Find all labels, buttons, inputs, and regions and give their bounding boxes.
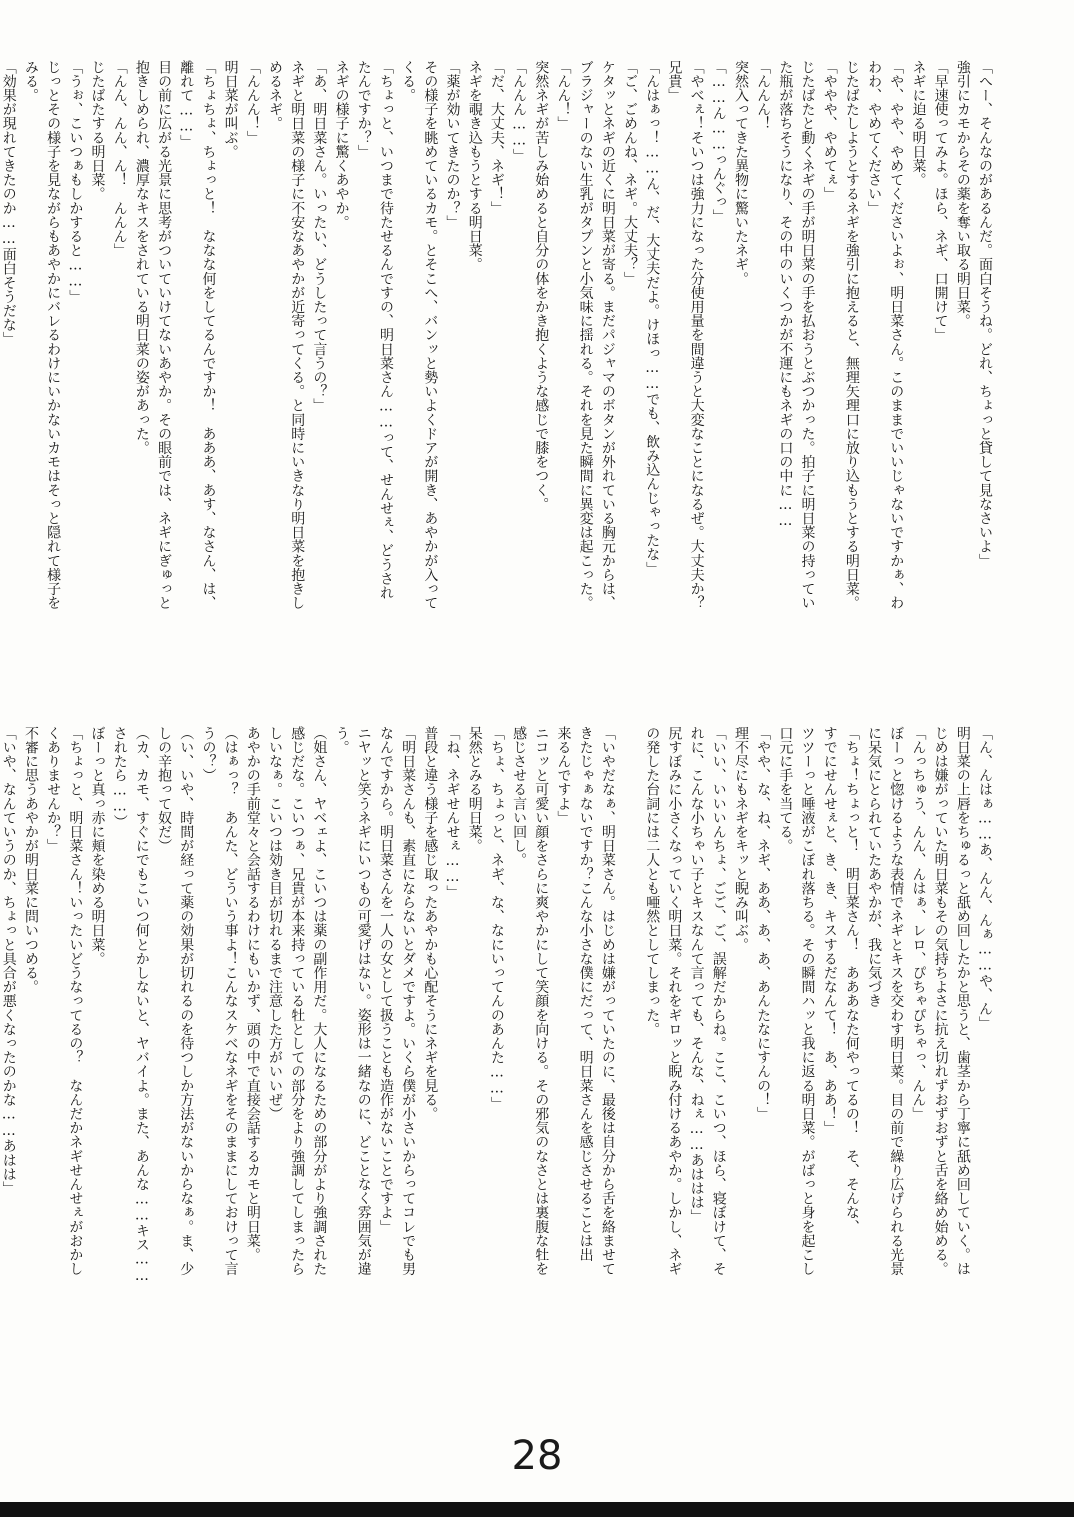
- upper-text-line: 「ちょちょ、ちょっと！ ななな何をしてるんですか！ あああ、あす、なさん、は、: [200, 60, 217, 610]
- upper-text-line: 「ご、ごめんね、ネギ。大丈夫？」: [622, 60, 638, 286]
- lower-text-line: 「ちょ、ちょっと、ネギ、な、なにいってんのあんた……」: [488, 726, 505, 1111]
- upper-text-line: みる。: [22, 60, 39, 103]
- upper-text-line: 「ややや、やめてぇ」: [821, 60, 838, 201]
- upper-text-line: わわ、やめてください」: [866, 60, 883, 216]
- lower-text-line: 「いや、なんていうのか、ちょっと具合が悪くなったのかな……あはは」: [0, 726, 17, 1196]
- lower-text-line: 理不尽にもネギをキッと睨み叫ぶ。: [732, 726, 749, 952]
- lower-text-line: 「ね、ネギせんせぇ……」: [444, 726, 461, 900]
- upper-text-line: 兄貴」: [666, 60, 683, 103]
- upper-text-line: 「んん！」: [555, 60, 572, 131]
- upper-text-line: ネギと明日菜の様子に不安なあやかが近寄ってくる。と同時にいきなり明日菜を抱きし: [289, 60, 306, 610]
- lower-text-line: れに、こんな小ちゃい子とキスなんて言っても、そんな、ねぇ……あははは」: [688, 726, 705, 1224]
- lower-text-line: 「ん、んはぁ……あ、んん、んぁ……や、ん」: [977, 726, 993, 1031]
- upper-text-line: くる。: [400, 60, 417, 103]
- upper-text-line: 「ちょっと、いつまで待たせるんですの、明日菜さん……って、せんせぇ、どうされ: [377, 60, 394, 600]
- upper-text-line: 抱きしめられ、濃厚なキスをされている明日菜の姿があった。: [133, 60, 150, 455]
- lower-text-line: の発した台詞には二人とも唖然としてしまった。: [644, 726, 661, 1037]
- lower-text-line: 「ちょっと、明日菜さん！いったいどうなってるの？ なんだかネギせんせぇがおかし: [67, 726, 84, 1276]
- upper-text-line: ネギに迫る明日菜。: [910, 60, 927, 187]
- upper-text-line: じたばたと動くネギの手が明日菜の手を払おうとぶつかった。拍子に明日菜の持ってい: [799, 60, 816, 610]
- upper-text-line: 突然入ってきた異物に驚いたネギ。: [732, 60, 749, 286]
- upper-text-line: 「んん、んん、ん！ んんん」: [111, 60, 128, 258]
- upper-text-block: [0, 60, 993, 660]
- upper-text-line: その様子を眺めているカモ。とそこへ、バンッと勢いよくドアが開き、あやかが入って: [422, 60, 439, 610]
- page-number: 28: [511, 1433, 563, 1479]
- lower-text-line: 感じさせる言い回し。: [511, 726, 528, 867]
- lower-text-line: 「いい、いいいんちょ、ごご、ご、誤解だからね。ここ、こいつ、ほら、寝ぼけて、そ: [710, 726, 727, 1276]
- upper-text-line: 「んんん……」: [511, 60, 528, 163]
- lower-text-line: 「明日菜さんも、素直にならないとダメですよ。いくら僕が小さいからってコレでも男: [400, 726, 417, 1276]
- lower-text-line: （はぁっ？ あんた、どういう事よ！こんなスケベなネギをそのままにしておけって言: [222, 726, 239, 1276]
- lower-text-line: ニコッと可愛い顔をさらに爽やかにして笑顔を向ける。その邪気のなさとは裏腹な牡を: [533, 726, 550, 1276]
- lower-text-line: ぼーっと真っ赤に頬を染める明日菜。: [89, 726, 106, 966]
- upper-text-line: 「んはぁっ！……ん、だ、大丈夫だよ。けほっ……でも、飲み込んじゃったな」: [644, 60, 661, 576]
- lower-text-line: 口元に手を当てる。: [777, 726, 794, 853]
- lower-text-line: しいなぁ。こいつは効き目が切れるまで注意した方がいいぜ）: [267, 726, 283, 1121]
- upper-text-line: ネギの様子に驚くあやか。: [333, 60, 350, 230]
- upper-text-line: ブラジャーのない生乳がタプンと小気味に揺れる。それを見た瞬間に異変は起こった。: [577, 60, 594, 610]
- upper-text-line: 離れて……」: [178, 60, 195, 149]
- upper-text-line: 「んんん！: [755, 60, 772, 131]
- upper-text-line: 「早速使ってみよ。ほら、ネギ、口開けて」: [932, 60, 949, 342]
- upper-text-line: 明日菜が叫ぶ。: [222, 60, 239, 159]
- lower-text-line: （姐さん、ヤベェよ、こいつは薬の副作用だ。大人になるための部分がより強調された: [311, 726, 328, 1276]
- upper-text-line: 「んんん！」: [244, 60, 261, 145]
- upper-text-line: ネギを覗き込もうとする明日菜。: [466, 60, 483, 272]
- upper-text-line: じっとその様子を見ながらもあやかにバレるわけにいかないカモはそっと隠れて様子を: [45, 60, 62, 610]
- lower-text-line: 来るんですよ」: [555, 726, 572, 825]
- upper-text-line: 「効果が現れてきたのか……面白そうだな」: [0, 60, 17, 346]
- upper-text-line: 「や、やや、やめてくださいよぉ、明日菜さん。このままでいいじゃないですかぁ、わ: [888, 60, 905, 610]
- upper-text-line: 「うぉ、こいつぁもしかすると……」: [67, 60, 84, 304]
- upper-text-line: 「だ、大丈夫、ネギ！」: [488, 60, 505, 216]
- page-bottom-edge: [0, 1502, 1074, 1517]
- upper-text-line: 「薬が効いてきたのか？」: [444, 60, 461, 230]
- lower-text-line: 「んっちゅう、んん、んはぁ、レロ、ぴちゃぴちゃっ、んん」: [910, 726, 927, 1121]
- lower-text-line: 「いやだなぁ、明日菜さん。はじめは嫌がっていたのに、最後は自分から舌を絡ませて: [599, 726, 616, 1276]
- lower-text-line: うの？）: [200, 726, 217, 783]
- upper-text-line: じたばたしようとするネギを強引に抱えると、無理矢理口に放り込もうとする明日菜。: [843, 60, 860, 610]
- lower-text-line: に呆気にとられていたあやかが、我に気づき: [866, 726, 883, 1008]
- lower-text-line: ニヤッと笑うネギにいつもの可愛げはない。姿形は一緒なのに、どことなく雰囲気が違: [355, 726, 372, 1276]
- upper-text-line: めるネギ。: [267, 60, 283, 131]
- lower-text-line: ツツーっと唾液がこぼれ落ちる。その瞬間ハッと我に返る明日菜。がばっと身を起こし: [799, 726, 816, 1276]
- lower-text-line: 尻すぼみに小さくなっていく明日菜。それをギロッと睨み付けるあやか。しかし、ネギ: [666, 726, 683, 1276]
- upper-text-line: ケタッとネギの近くに明日菜が寄る。まだパジャマのボタンが外れている胸元からは、: [599, 60, 616, 610]
- upper-text-line: 「へー、そんなのがあるんだ。面白そうね。どれ、ちょっと貸して見なさいよ」: [977, 60, 993, 568]
- upper-text-line: 「やべぇ！そいつは強力になった分使用量を間違うと大変なことになるぜ。大丈夫か？: [688, 60, 705, 610]
- lower-text-line: すでにせんせぇと、き、き、キスするだなんて！ あ、ああ！」: [821, 726, 838, 1135]
- lower-text-line: しの辛抱って奴だ）: [156, 726, 173, 853]
- lower-text-line: 呆然とみる明日菜。: [466, 726, 483, 853]
- lower-text-line: 普段と違う様子を感じ取ったあやかも心配そうにネギを見る。: [422, 726, 439, 1121]
- lower-text-line: ぼーっと惚けるような表情でネギとキスを交わす明日菜。目の前で繰り広げられる光景: [888, 726, 905, 1276]
- upper-text-line: 突然ネギが苦しみ始めると自分の体をかき抱くような感じで膝をつく。: [533, 60, 550, 512]
- lower-text-line: 感じだな。こいつぁ、兄貴が本来持っている牡としての部分をより強調してしまったら: [289, 726, 306, 1276]
- lower-text-line: （カ、カモ、すぐにでもこいつ何とかしないと、ヤバイよ。また、あんな……キス……: [133, 726, 150, 1284]
- lower-text-line: 「ちょ！ちょっと！ 明日菜さん！ あああなた何やってるの！ そ、そんな、: [843, 726, 860, 1234]
- upper-text-line: 強引にカモからその薬を奪い取る明日菜。: [954, 60, 971, 328]
- lower-text-line: 不審に思うあやかが明日菜に問いつめる。: [22, 726, 39, 994]
- upper-text-line: たんですか？」: [355, 60, 372, 159]
- lower-text-block: [0, 726, 993, 1328]
- lower-text-line: されたら……）: [111, 726, 128, 829]
- upper-text-line: じたばたする明日菜。: [89, 60, 106, 201]
- lower-text-line: なんですから。明日菜さんを一人の女として扱うことも造作がないことですよ」: [377, 726, 394, 1234]
- upper-text-line: 「あ、明日菜さん。いったい、どうしたって言うの？」: [311, 60, 328, 413]
- lower-text-line: くありませんか？」: [45, 726, 62, 853]
- lower-text-line: 「やや、な、ね、ネギ、ああ、あ、あ、あんたなにすんの！」: [755, 726, 772, 1121]
- lower-text-line: 明日菜の上唇をちゅるっと舐め回したかと思うと、歯茎から丁寧に舐め回していく。は: [954, 726, 971, 1276]
- lower-text-line: あやかの手前堂々と会話するわけにもいかず、頭の中で直接会話するカモと明日菜。: [244, 726, 261, 1262]
- lower-text-line: （い、いや、時間が経って薬の効果が切れるのを待つしか方法がないからなぁ。ま、少: [178, 726, 195, 1276]
- lower-text-line: う。: [333, 726, 350, 755]
- lower-text-line: じめは嫌がっていた明日菜もその気持ちよさに抗え切れずおずおずと舌を絡め始める。: [932, 726, 949, 1276]
- lower-text-line: きたじゃぁないですか？こんな小さな僕にだって、明日菜さんを感じさせることは出: [577, 726, 594, 1262]
- upper-text-line: 「……ん……っんぐっ」: [710, 60, 727, 224]
- upper-text-line: た瓶が落ちそうになり、その中のいくつかが不運にもネギの口の中に……: [777, 60, 794, 530]
- upper-text-line: 目の前に広がる光景に思考がついていけてないあやか。その眼前では、ネギにぎゅっと: [156, 60, 173, 610]
